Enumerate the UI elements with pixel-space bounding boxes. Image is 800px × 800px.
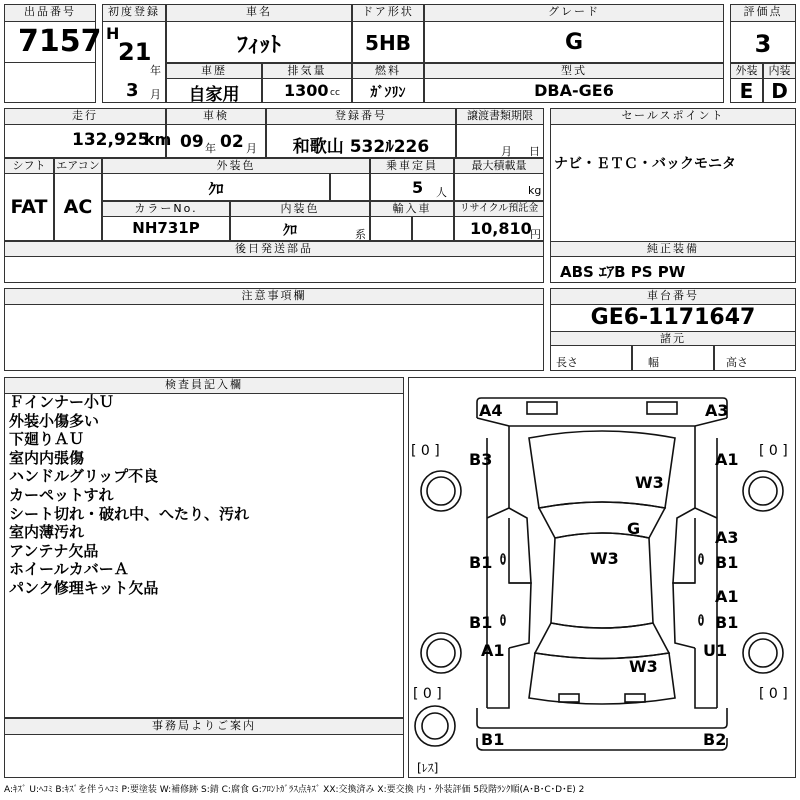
import-cell-2 (412, 216, 454, 241)
inspector-notes (9, 393, 399, 598)
model-label: 型式 (424, 63, 724, 79)
office-label: 事務局よりご案内 (4, 718, 404, 735)
inspector-note: カーペットすれ (9, 485, 114, 504)
spec-length-label: 長さ (556, 356, 578, 369)
spec-width-label: 幅 (648, 356, 659, 369)
inspector-note: ハンドルグリップ不良 (9, 467, 159, 486)
chassis-number: GE6-1171647 (590, 305, 756, 330)
mileage: 132,925 (72, 130, 150, 150)
damage-code-w3-hood: W3 (635, 473, 664, 492)
damage-code-b1-right: B1 (715, 553, 739, 572)
recycle-unit: 円 (530, 228, 541, 241)
color-no: NH731P (132, 219, 200, 237)
first-reg-month: 3 (126, 80, 139, 101)
small-mark-l1: 0 (500, 556, 506, 566)
spec-height-label: 高さ (726, 356, 748, 369)
small-mark-l2: 0 (500, 617, 506, 627)
damage-code-w3-rear: W3 (629, 657, 658, 676)
spec-width-cell (632, 345, 714, 371)
import-label: 輸入車 (370, 201, 454, 217)
color-label: 外装色 (102, 158, 370, 174)
lot-blank-cell (4, 62, 96, 103)
legend: A:ｷｽﾞ U:ﾍｺﾐ B:ｷｽﾞを伴うﾍｺﾐ P:要塗装 W:補修跡 S:錆 C:腐食 G:ﾌﾛﾝﾄｶﾞﾗｽ点ｷｽﾞ XX:交換済み X:要交換 内・外装評価 5段階ﾗﾝｸ順(A･B･C･D･E) 2 (4, 785, 585, 795)
int-color: ｸﾛ (283, 223, 297, 239)
grade-label: グレード (424, 4, 724, 22)
car-name: ﾌｨｯﾄ (236, 33, 281, 58)
damage-code-b1-bottom: B1 (481, 730, 505, 749)
exterior-grade: E (739, 79, 754, 103)
transfer-day: 日 (529, 145, 540, 158)
interior-label: 内装 (763, 63, 796, 79)
inspection-year-unit: 年 (205, 142, 216, 155)
damage-code-b1-left2: B1 (469, 613, 493, 632)
tire-front-right: [ 0 ] (759, 443, 788, 459)
door-type: 5HB (365, 31, 411, 55)
ac: AC (63, 196, 93, 218)
specs-label: 諸元 (550, 331, 796, 346)
capacity-label: 乗車定員 (370, 158, 454, 174)
interior-grade: D (771, 79, 788, 103)
exterior-label: 外装 (730, 63, 763, 79)
damage-code-b3: B3 (469, 450, 493, 469)
load-unit: kg (528, 184, 542, 197)
chassis-label: 車台番号 (550, 288, 796, 305)
damage-code-a4: A4 (479, 401, 503, 420)
lot-number: 7157 (18, 24, 102, 59)
inspector-label: 検査員記入欄 (4, 377, 404, 394)
damage-code-w3-roof: W3 (590, 549, 619, 568)
import-cell (370, 216, 412, 241)
displacement-label: 排気量 (262, 63, 352, 79)
first-reg-year: 21 (118, 38, 152, 66)
color-cell-extra (330, 173, 370, 201)
small-mark-r1: 0 (698, 556, 704, 566)
transfer-month: 月 (501, 145, 512, 158)
inspector-note: ホイールカバーＡ (9, 560, 129, 579)
inspector-note: パンク修理キット欠品 (9, 578, 159, 597)
first-reg-era: H (106, 24, 120, 43)
sales-point: ナビ・ＥＴＣ・バックモニタ (554, 156, 736, 172)
inspection-year: 09 (180, 132, 204, 152)
damage-code-a3-right: A3 (715, 528, 739, 547)
recycle-fee: 10,810 (470, 219, 532, 238)
mileage-label: 走行 (4, 108, 166, 125)
inspector-note: Ｆインナー小Ｕ (9, 393, 115, 411)
equipment-label: 純正装備 (550, 241, 796, 257)
model: DBA-GE6 (534, 81, 614, 100)
damage-code-b2: B2 (703, 730, 727, 749)
inspector-note: アンテナ欠品 (9, 541, 99, 560)
ac-label: エアコン (54, 158, 102, 174)
recycle-label: リサイクル預託金 (454, 201, 544, 217)
inspection-label: 車検 (166, 108, 266, 125)
tire-rear-right: [ 0 ] (759, 686, 788, 702)
inspector-note: シート切れ・破れ中、へたり、汚れ (9, 504, 250, 523)
color-no-label: カラーNo. (102, 201, 230, 217)
damage-code-u1: U1 (703, 641, 728, 660)
inspector-note: 室内内張傷 (9, 448, 85, 467)
notes-label: 注意事項欄 (4, 288, 544, 305)
color: ｸﾛ (208, 180, 224, 198)
first-reg-year-unit: 年 (150, 64, 161, 77)
inspection-month-unit: 月 (246, 142, 257, 155)
transfer-label: 譲渡書類期限 (456, 108, 544, 125)
capacity-unit: 人 (436, 186, 447, 199)
damage-code-a1-front: A1 (715, 450, 739, 469)
car-name-label: 車名 (166, 4, 352, 22)
tire-rear-left: [ 0 ] (413, 686, 442, 702)
small-mark-r2: 0 (698, 617, 704, 627)
notes-cell (4, 304, 544, 371)
damage-code-b1-left: B1 (469, 553, 493, 572)
shift-label: シフト (4, 158, 54, 174)
damage-code-a1-right2: A1 (715, 587, 739, 606)
spare-tire: [ﾚｽ] (417, 761, 439, 775)
inspector-note: 下廻りＡＵ (9, 430, 85, 449)
fuel-label: 燃料 (352, 63, 424, 79)
displacement: 1300 (284, 81, 329, 100)
equipment: ABS ｴｱB PS PW (560, 263, 686, 281)
damage-code-g: G (627, 519, 641, 538)
tire-front-left: [ 0 ] (411, 443, 440, 459)
fuel: ｶﾞｿﾘﾝ (370, 85, 406, 101)
int-color-unit: 系 (355, 228, 366, 241)
history-label: 車歴 (166, 63, 262, 79)
inspector-note: 室内薄汚れ (9, 523, 85, 542)
score: 3 (754, 30, 772, 58)
lot-label: 出品番号 (4, 4, 96, 22)
load-label: 最大積載量 (454, 158, 544, 174)
mileage-unit: km (144, 130, 172, 149)
inspector-note: 外装小傷多い (9, 411, 100, 430)
score-label: 評価点 (730, 4, 796, 22)
car-diagram-svg (409, 378, 795, 777)
displacement-unit: cc (330, 88, 340, 98)
shift: FAT (10, 196, 48, 218)
first-reg-month-unit: 月 (150, 88, 161, 101)
later-parts-cell (4, 256, 544, 283)
later-parts-label: 後日発送部品 (4, 241, 544, 257)
damage-code-a3-top: A3 (705, 401, 729, 420)
car-diagram (408, 377, 796, 778)
sales-point-cell (550, 124, 796, 242)
capacity: 5 (412, 178, 424, 197)
grade: G (564, 30, 584, 55)
plate-label: 登録番号 (266, 108, 456, 125)
first-reg-label: 初度登録 (102, 4, 166, 22)
inspection-month: 02 (220, 132, 244, 152)
history: 自家用 (188, 85, 240, 105)
office-cell (4, 734, 404, 778)
sales-point-label: セールスポイント (550, 108, 796, 125)
damage-code-b1-right2: B1 (715, 613, 739, 632)
door-label: ドア形状 (352, 4, 424, 22)
plate-number: 和歌山 532ﾙ226 (292, 137, 430, 157)
int-color-label: 内装色 (230, 201, 370, 217)
damage-code-a1-left: A1 (481, 641, 505, 660)
